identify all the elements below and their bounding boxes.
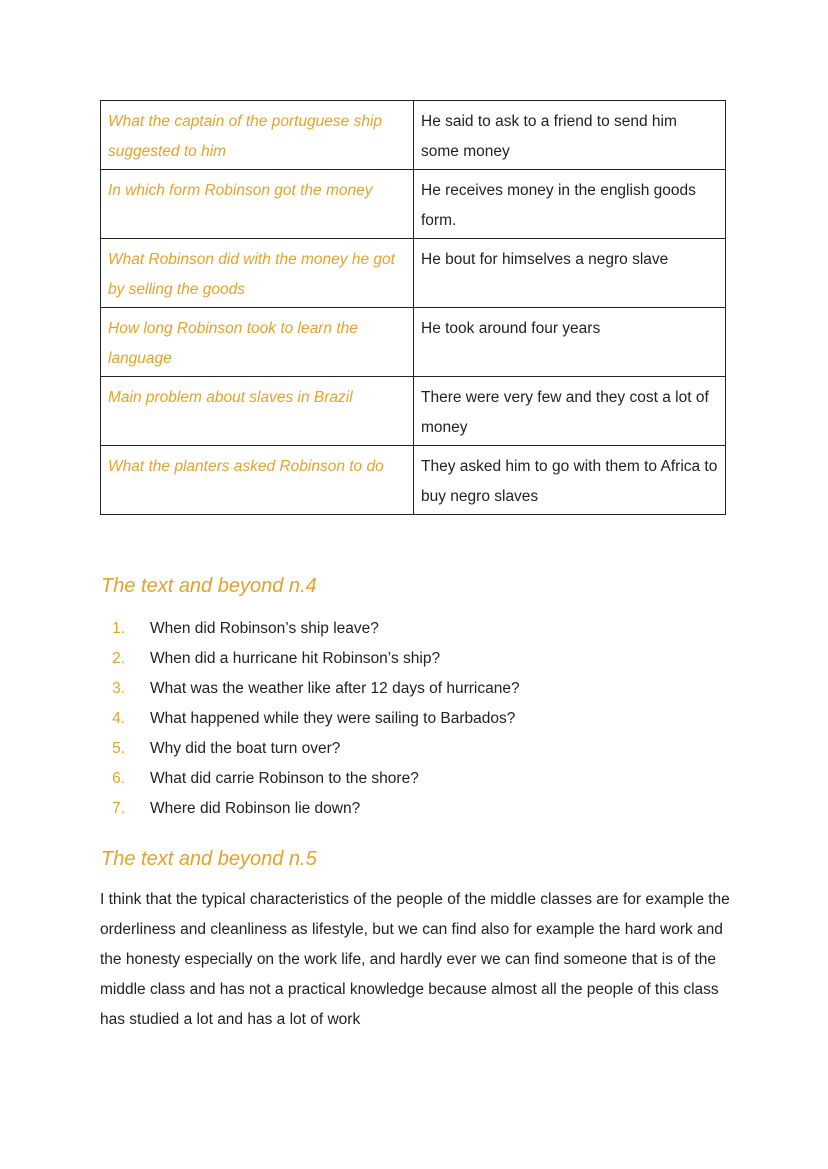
list-number: 5.	[112, 740, 125, 757]
list-number: 6.	[112, 770, 125, 787]
section-4-heading: The text and beyond n.4	[101, 575, 317, 597]
answer-cell: He receives money in the english goods form.	[414, 170, 726, 239]
list-number: 7.	[112, 800, 125, 817]
list-item	[100, 644, 520, 674]
list-text: What happened while they were sailing to Barbados?	[150, 710, 516, 727]
answer-cell: He bout for himselves a negro slave	[414, 239, 726, 308]
table-row	[101, 101, 726, 170]
list-text: Why did the boat turn over?	[150, 740, 341, 757]
list-text: When did Robinson’s ship leave?	[150, 620, 379, 637]
question-cell: What Robinson did with the money he got by selling the goods	[101, 239, 414, 308]
list-text: What was the weather like after 12 days of hurricane?	[150, 680, 520, 697]
qa-table	[100, 100, 726, 515]
answer-cell: He said to ask to a friend to send him some money	[414, 101, 726, 170]
question-list	[100, 614, 520, 824]
list-text: When did a hurricane hit Robinson’s ship?	[150, 650, 441, 667]
table-row	[101, 170, 726, 239]
list-item	[100, 704, 520, 734]
question-cell: In which form Robinson got the money	[101, 170, 414, 239]
list-item	[100, 794, 520, 824]
answer-cell: There were very few and they cost a lot of money	[414, 377, 726, 446]
section-5-heading: The text and beyond n.5	[101, 848, 317, 870]
list-number: 4.	[112, 710, 125, 727]
list-item	[100, 734, 520, 764]
body-paragraph: I think that the typical characteristics of the people of the middle classes are for example the orderliness and cleanliness as lifestyle, but we can find also for example the hard work and the honesty especially on the work life, and hardly ever we can find someone that is of the middle class and has not a practical knowledge because almost all the people of this class has studied a lot and has a lot of work	[100, 891, 730, 1028]
answer-cell: They asked him to go with them to Africa to buy negro slaves	[414, 446, 726, 515]
list-text: What did carrie Robinson to the shore?	[150, 770, 419, 787]
question-cell: What the planters asked Robinson to do	[101, 446, 414, 515]
question-cell: How long Robinson took to learn the language	[101, 308, 414, 377]
list-text: Where did Robinson lie down?	[150, 800, 361, 817]
list-number: 2.	[112, 650, 125, 667]
answer-cell: He took around four years	[414, 308, 726, 377]
list-number: 3.	[112, 680, 125, 697]
table-row	[101, 377, 726, 446]
question-cell: What the captain of the portuguese ship suggested to him	[101, 101, 414, 170]
list-item	[100, 614, 520, 644]
list-item	[100, 764, 520, 794]
table-row	[101, 239, 726, 308]
table-row	[101, 308, 726, 377]
question-cell: Main problem about slaves in Brazil	[101, 377, 414, 446]
list-number: 1.	[112, 620, 125, 637]
table-row	[101, 446, 726, 515]
list-item	[100, 674, 520, 704]
